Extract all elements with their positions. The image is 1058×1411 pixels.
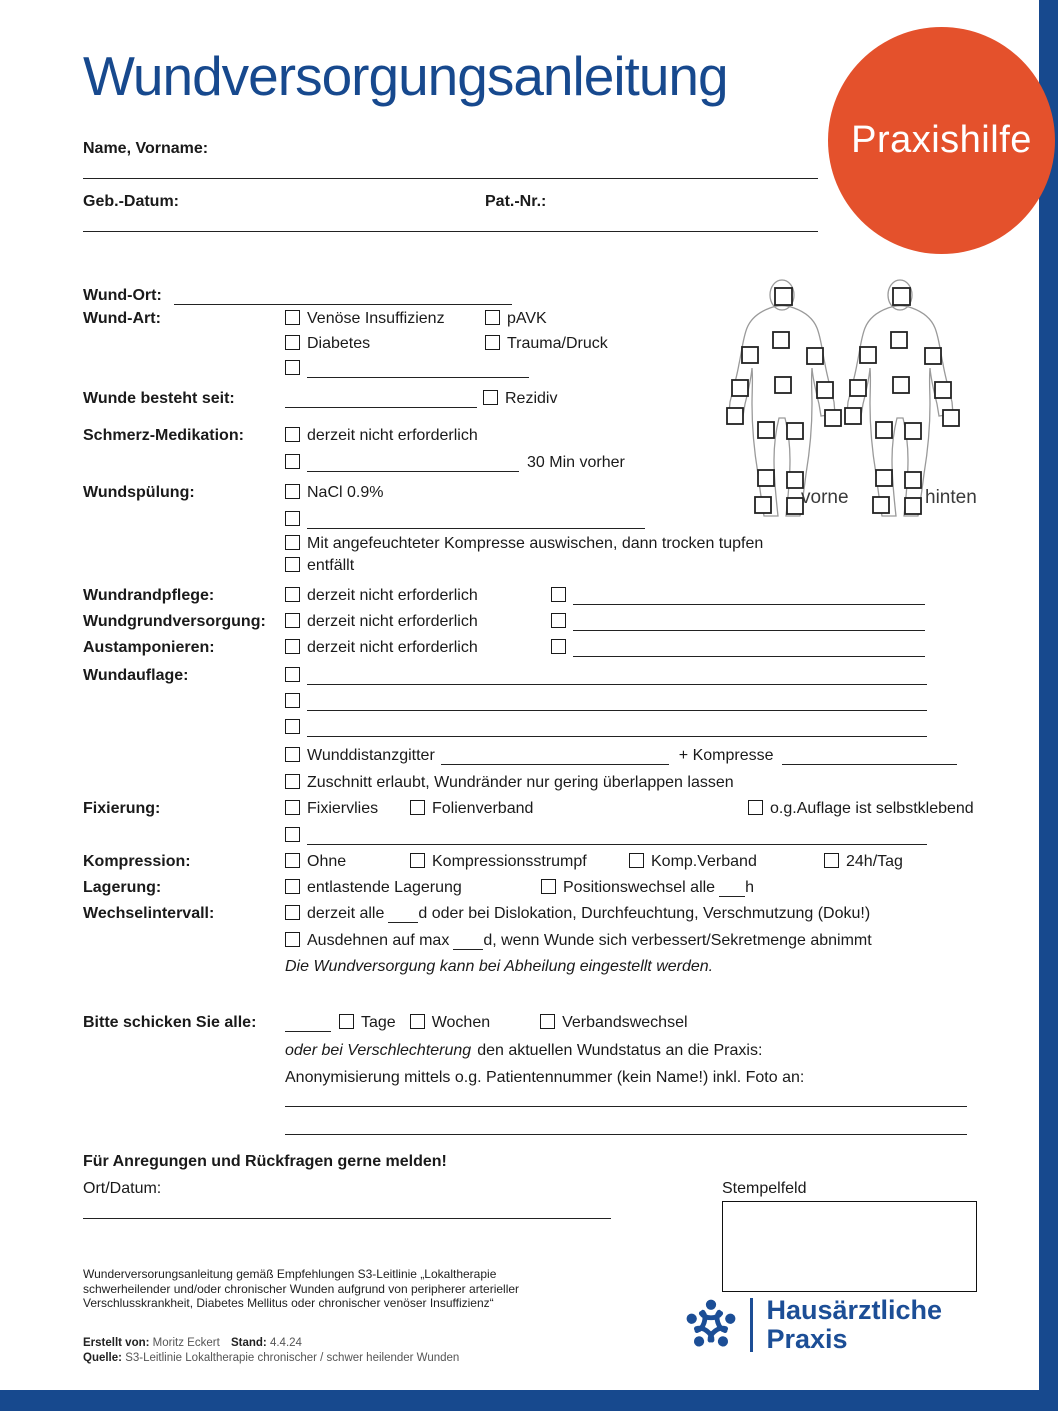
- checkbox-auflage-1[interactable]: [285, 667, 300, 682]
- checkbox-venoese-insuffizienz[interactable]: [285, 310, 300, 325]
- body-diagram: [710, 272, 985, 524]
- checkbox-auflage-selbstklebend[interactable]: [748, 800, 763, 815]
- schmerz-other-blank[interactable]: [307, 455, 519, 472]
- wund-art-row-3: [83, 360, 529, 382]
- schicken-row-1: [83, 1014, 688, 1036]
- disclaimer-line-1: Wunderversorungsanleitung gemäß Empfehlungen S3-Leitlinie „Lokaltherapie: [83, 1267, 497, 1281]
- quelle-row: [83, 1352, 459, 1364]
- body-back-right-forearm-checkbox[interactable]: [935, 382, 951, 398]
- disclaimer-line-2: schwerheilender und/oder chronischer Wunden aufgrund von peripherer arterieller: [83, 1281, 520, 1296]
- checkbox-auflage-3[interactable]: [285, 719, 300, 734]
- wunde-besteht-blank[interactable]: [285, 391, 477, 408]
- checkbox-kompresse-auswischen[interactable]: [285, 535, 300, 550]
- checkbox-fixierung-other[interactable]: [285, 827, 300, 842]
- contact-text: Für Anregungen und Rückfragen gerne melden!: [83, 1153, 447, 1170]
- body-front-left-shin-checkbox[interactable]: [758, 470, 774, 486]
- disclaimer-line-3: Verschlusskrankheit, Diabetes Mellitus oder chronischer venöser Insuffizienz“: [83, 1296, 494, 1310]
- zuschnitt-row: [83, 774, 734, 796]
- auflage-blank-2[interactable]: [307, 694, 927, 711]
- austamponieren-label: Austamponieren:: [83, 639, 215, 656]
- wechsel-r2-blank[interactable]: [453, 933, 483, 950]
- body-front-abdomen-checkbox[interactable]: [775, 377, 791, 393]
- checkbox-entfaellt[interactable]: [285, 557, 300, 572]
- checkbox-pavk[interactable]: [485, 310, 500, 325]
- option-trauma-druck: Trauma/Druck: [507, 335, 608, 352]
- body-front-left-upper-arm-checkbox[interactable]: [742, 347, 758, 363]
- option-tage: Tage: [361, 1014, 396, 1031]
- schicken-label: Bitte schicken Sie alle:: [83, 1014, 257, 1031]
- body-back-right-calf-checkbox[interactable]: [905, 472, 921, 488]
- abheilung-note: Die Wundversorgung kann bei Abheilung eingestellt werden.: [285, 958, 714, 975]
- auflage-row-2: [83, 693, 927, 715]
- grundversorgung-label: Wundgrundversorgung:: [83, 613, 266, 630]
- auflage-row-3: [83, 719, 927, 741]
- verschlechterung-italic: oder bei Verschlechterung: [285, 1042, 472, 1059]
- logo-divider: [750, 1298, 753, 1352]
- checkbox-positionswechsel[interactable]: [541, 879, 556, 894]
- body-back-right-thigh-checkbox[interactable]: [905, 423, 921, 439]
- body-back-left-foot-checkbox[interactable]: [873, 497, 889, 513]
- option-positionswechsel: Positionswechsel alle: [563, 879, 716, 896]
- body-front-right-hand-checkbox[interactable]: [825, 410, 841, 426]
- checkbox-wund-art-other[interactable]: [285, 360, 300, 375]
- checkbox-wechsel-derzeit[interactable]: [285, 905, 300, 920]
- checkbox-randpflege-none[interactable]: [285, 587, 300, 602]
- contact-line-1[interactable]: [285, 1106, 967, 1107]
- wund-ort-label: Wund-Ort:: [83, 287, 162, 304]
- option-schmerz-nicht-erforderlich: derzeit nicht erforderlich: [307, 427, 478, 444]
- option-pavk: pAVK: [507, 310, 547, 327]
- randpflege-row: [83, 587, 478, 609]
- distanzgitter-blank[interactable]: [441, 748, 669, 765]
- body-back-left-upper-arm-checkbox[interactable]: [860, 347, 876, 363]
- spuelung-row-3: [83, 535, 763, 557]
- option-verbandswechsel: Verbandswechsel: [562, 1014, 688, 1031]
- diagram-front-label: vorne: [801, 487, 849, 508]
- spuelung-label: Wundspülung:: [83, 484, 195, 501]
- body-front-left-foot-checkbox[interactable]: [755, 497, 771, 513]
- practice-logo-text: [767, 1296, 943, 1354]
- wechselintervall-label: Wechselintervall:: [83, 905, 215, 922]
- schmerz-row-2: [83, 454, 625, 476]
- erstellt-label: Erstellt von:: [83, 1337, 150, 1349]
- page-title: Wundversorgungsanleitung: [83, 45, 728, 107]
- wechselintervall-row-2: [83, 932, 872, 954]
- randpflege-other-blank[interactable]: [573, 588, 925, 605]
- spuelung-row-2: [83, 511, 645, 533]
- wund-art-other-blank[interactable]: [307, 361, 529, 378]
- option-fixiervlies: Fixiervlies: [307, 800, 379, 817]
- body-back-right-hand-checkbox[interactable]: [943, 410, 959, 426]
- body-back-left-thigh-checkbox[interactable]: [876, 422, 892, 438]
- spuelung-row-4: [83, 557, 354, 579]
- auflage-blank-3[interactable]: [307, 720, 927, 737]
- body-front-head-checkbox[interactable]: [775, 288, 792, 305]
- erstellt-value: Moritz Eckert: [152, 1337, 220, 1349]
- body-front-right-upper-arm-checkbox[interactable]: [807, 348, 823, 364]
- distanzgitter-row: [83, 747, 957, 769]
- logo-line-2: Praxis: [766, 1324, 848, 1354]
- body-front-left-hand-checkbox[interactable]: [727, 408, 743, 424]
- option-folienverband: Folienverband: [432, 800, 534, 817]
- stempelfeld-label: Stempelfeld: [722, 1180, 807, 1197]
- body-front-left-thigh-checkbox[interactable]: [758, 422, 774, 438]
- checkbox-grundversorgung-other[interactable]: [551, 613, 566, 628]
- contact-line-2[interactable]: [285, 1134, 967, 1135]
- stand-value: 4.4.24: [269, 1337, 302, 1349]
- practice-logo-icon: [682, 1294, 740, 1356]
- wund-ort-blank[interactable]: [174, 288, 512, 305]
- body-back-lower-back-checkbox[interactable]: [893, 377, 909, 393]
- schicken-row-2: [83, 1042, 762, 1064]
- wechselintervall-note-row: [83, 958, 713, 980]
- checkbox-schmerz-nicht-erforderlich[interactable]: [285, 427, 300, 442]
- body-back-head-checkbox[interactable]: [893, 288, 910, 305]
- wund-art-label: Wund-Art:: [83, 310, 161, 327]
- name-label: Name, Vorname:: [83, 140, 209, 157]
- kompression-row: [83, 853, 903, 875]
- fixierung-row-2: [83, 827, 927, 849]
- wunde-besteht-row: [83, 390, 557, 412]
- quelle-value: S3-Leitlinie Lokaltherapie chronischer / schwer heilender Wunden: [125, 1352, 460, 1364]
- schmerz-row-1: [83, 427, 478, 449]
- checkbox-komp-verband[interactable]: [629, 853, 644, 868]
- dob-label: Geb.-Datum:: [83, 193, 179, 210]
- checkbox-wochen[interactable]: [410, 1014, 425, 1029]
- praxishilfe-badge-label: Praxishilfe: [851, 119, 1032, 161]
- option-nacl: NaCl 0.9%: [307, 484, 384, 501]
- body-back-left-calf-checkbox[interactable]: [876, 470, 892, 486]
- verschlechterung-rest: den aktuellen Wundstatus an die Praxis:: [477, 1042, 763, 1059]
- patient-number-label: Pat.-Nr.:: [485, 193, 547, 210]
- wechselintervall-row-1: [83, 905, 870, 927]
- ort-datum-row: [83, 1180, 807, 1202]
- austamponieren-row: [83, 639, 478, 661]
- body-back-upper-back-checkbox[interactable]: [891, 332, 907, 348]
- checkbox-fixiervlies[interactable]: [285, 800, 300, 815]
- checkbox-ohne[interactable]: [285, 853, 300, 868]
- checkbox-nacl[interactable]: [285, 484, 300, 499]
- schicken-interval-blank[interactable]: [285, 1015, 331, 1032]
- option-rezidiv: Rezidiv: [505, 390, 558, 407]
- randpflege-label: Wundrandpflege:: [83, 587, 215, 604]
- body-front-chest-checkbox[interactable]: [773, 332, 789, 348]
- stempelfeld-box: [722, 1201, 977, 1292]
- wund-art-row-1: [83, 310, 547, 332]
- option-diabetes: Diabetes: [307, 335, 371, 352]
- kompression-label: Kompression:: [83, 853, 191, 870]
- option-wunddistanzgitter: Wunddistanzgitter: [307, 747, 435, 764]
- fixierung-row-1: [83, 800, 974, 822]
- wechsel-r2-text-b: d, wenn Wunde sich verbessert/Sekretmenge abnimmt: [483, 932, 872, 949]
- wund-ort-row: [83, 287, 512, 309]
- checkbox-entlastende-lagerung[interactable]: [285, 879, 300, 894]
- auflage-label: Wundauflage:: [83, 667, 189, 684]
- dob-line[interactable]: [83, 231, 818, 232]
- checkbox-austamponieren-none[interactable]: [285, 639, 300, 654]
- schmerz-suffix: 30 Min vorher: [527, 454, 625, 471]
- checkbox-auflage-2[interactable]: [285, 693, 300, 708]
- wechsel-r1-text-b: d oder bei Dislokation, Durchfeuchtung, Verschmutzung (Doku!): [418, 905, 871, 922]
- option-wochen: Wochen: [431, 1014, 491, 1031]
- spuelung-row-1: [83, 484, 383, 506]
- checkbox-verbandswechsel[interactable]: [540, 1014, 555, 1029]
- option-grundversorgung-none: derzeit nicht erforderlich: [307, 613, 478, 630]
- anonymisierung-text: Anonymisierung mittels o.g. Patientennummer (kein Name!) inkl. Foto an:: [285, 1069, 805, 1086]
- option-24h-tag: 24h/Tag: [846, 853, 903, 870]
- schmerz-label: Schmerz-Medikation:: [83, 427, 244, 444]
- lagerung-label: Lagerung:: [83, 879, 162, 896]
- body-front-left-forearm-checkbox[interactable]: [732, 380, 748, 396]
- stand-label: Stand:: [230, 1337, 267, 1349]
- checkbox-randpflege-other[interactable]: [551, 587, 566, 602]
- auflage-row-1: [83, 667, 927, 689]
- checkbox-diabetes[interactable]: [285, 335, 300, 350]
- option-zuschnitt: Zuschnitt erlaubt, Wundränder nur gering überlappen lassen: [307, 774, 734, 791]
- body-back-left-forearm-checkbox[interactable]: [850, 380, 866, 396]
- body-front-right-forearm-checkbox[interactable]: [817, 382, 833, 398]
- fixierung-other-blank[interactable]: [307, 828, 927, 845]
- checkbox-wechsel-ausdehnen[interactable]: [285, 932, 300, 947]
- name-line[interactable]: [83, 178, 818, 179]
- practice-logo: [682, 1294, 942, 1356]
- checkbox-rezidiv[interactable]: [483, 390, 498, 405]
- kompresse-blank[interactable]: [782, 748, 957, 765]
- option-ohne: Ohne: [307, 853, 347, 870]
- grundversorgung-other-blank[interactable]: [573, 614, 925, 631]
- contact-row: [83, 1153, 447, 1175]
- option-kompressionsstrumpf: Kompressionsstrumpf: [432, 853, 587, 870]
- checkbox-austamponieren-other[interactable]: [551, 639, 566, 654]
- option-venoese-insuffizienz: Venöse Insuffizienz: [307, 310, 445, 327]
- fixierung-label: Fixierung:: [83, 800, 161, 817]
- diagram-back-label: hinten: [925, 487, 977, 508]
- logo-line-1: Hausärztliche: [766, 1295, 943, 1325]
- checkbox-trauma-druck[interactable]: [485, 335, 500, 350]
- right-accent-bar: [1039, 0, 1058, 1411]
- ort-datum-label: Ort/Datum:: [83, 1180, 162, 1197]
- checkbox-spuelung-other[interactable]: [285, 511, 300, 526]
- option-entlastende-lagerung: entlastende Lagerung: [307, 879, 462, 896]
- checkbox-schmerz-other[interactable]: [285, 454, 300, 469]
- auflage-blank-1[interactable]: [307, 668, 927, 685]
- body-back-right-upper-arm-checkbox[interactable]: [925, 348, 941, 364]
- spuelung-other-blank[interactable]: [307, 512, 645, 529]
- option-entfaellt: entfällt: [307, 557, 355, 574]
- disclaimer-text: [83, 1267, 519, 1311]
- praxishilfe-badge: [828, 27, 1055, 254]
- checkbox-kompressionsstrumpf[interactable]: [410, 853, 425, 868]
- body-front-right-thigh-checkbox[interactable]: [787, 423, 803, 439]
- checkbox-wunddistanzgitter[interactable]: [285, 747, 300, 762]
- body-front-right-shin-checkbox[interactable]: [787, 472, 803, 488]
- option-komp-verband: Komp.Verband: [651, 853, 757, 870]
- checkbox-tage[interactable]: [339, 1014, 354, 1029]
- grundversorgung-row: [83, 613, 478, 635]
- option-randpflege-none: derzeit nicht erforderlich: [307, 587, 478, 604]
- wunde-besteht-label: Wunde besteht seit:: [83, 390, 235, 407]
- body-back-left-hand-checkbox[interactable]: [845, 408, 861, 424]
- wechsel-r1-text-a: derzeit alle: [307, 905, 385, 922]
- option-kompresse-auswischen: Mit angefeuchteter Kompresse auswischen, dann trocken tupfen: [307, 535, 764, 552]
- wechsel-r2-text-a: Ausdehnen auf max: [307, 932, 450, 949]
- lagerung-row: [83, 879, 754, 901]
- erstellt-row: [83, 1337, 302, 1349]
- austamponieren-other-blank[interactable]: [573, 640, 925, 657]
- bottom-accent-bar: [0, 1390, 1058, 1411]
- wechsel-r1-blank[interactable]: [388, 906, 418, 923]
- positionswechsel-blank[interactable]: [719, 880, 745, 897]
- checkbox-zuschnitt[interactable]: [285, 774, 300, 789]
- ort-datum-line[interactable]: [83, 1218, 611, 1219]
- kompresse-plus-label: + Kompresse: [678, 747, 774, 764]
- schicken-row-3: [83, 1069, 804, 1091]
- positionswechsel-suffix: h: [745, 879, 754, 896]
- checkbox-folienverband[interactable]: [410, 800, 425, 815]
- option-austamponieren-none: derzeit nicht erforderlich: [307, 639, 478, 656]
- body-back-right-foot-checkbox[interactable]: [905, 498, 921, 514]
- checkbox-24h-tag[interactable]: [824, 853, 839, 868]
- wund-art-row-2: [83, 335, 608, 357]
- checkbox-grundversorgung-none[interactable]: [285, 613, 300, 628]
- quelle-label: Quelle:: [83, 1352, 122, 1364]
- option-auflage-selbstklebend: o.g.Auflage ist selbstklebend: [770, 800, 974, 817]
